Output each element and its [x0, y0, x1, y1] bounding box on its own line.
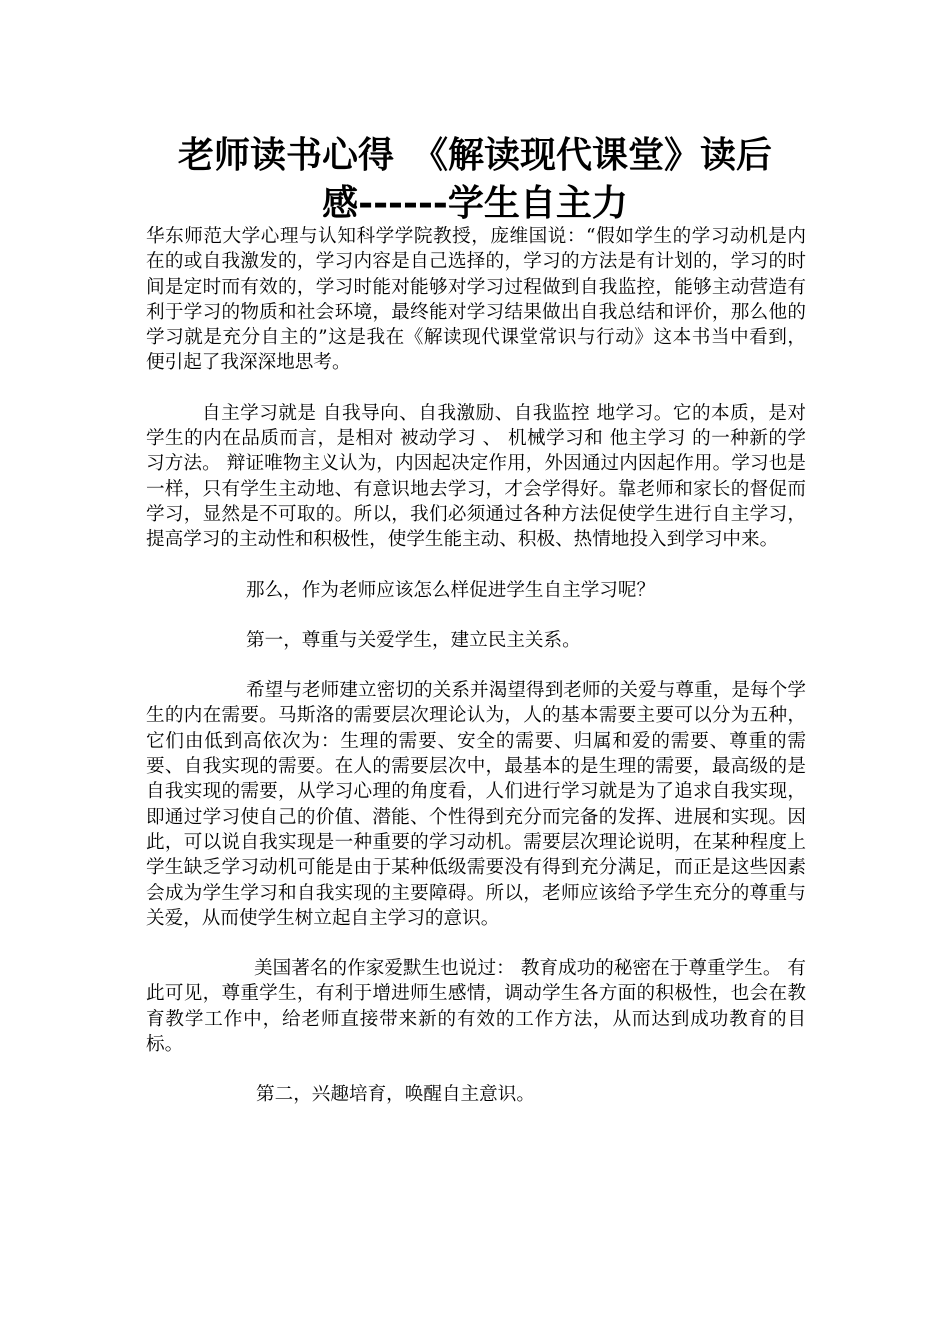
- paragraph-maslow: 希望与老师建立密切的关系并渴望得到老师的关爱与尊重，是每个学生的内在需要。马斯洛的需要层次理论认为，人的基本需要主要可以分为五种，它们由低到高依次为：生理的需要、安全的需要、归属和爱的需要、尊重的需要、自我实现的需要。在人的需要层次中，最基本的是生理的需要，最高级的是自我实现的需要，从学习心理的角度看，人们进行学习就是为了追求自我实现，即通过学习使自己的价值、潜能、个性得到充分而完备的发挥、进展和实现。因此，可以说自我实现是一种重要的学习动机。需要层次理论说明，在某种程度上学生缺乏学习动机可能是由于某种低级需要没有得到充分满足，而正是这些因素会成为学生学习和自我实现的主要障碍。所以，老师应该给予学生充分的尊重与关爱，从而使学生树立起自主学习的意识。: [146, 680, 806, 929]
- document-title-line-2: 感------学生自主力: [322, 182, 628, 224]
- paragraph-gap: [146, 553, 806, 578]
- paragraph-definition: 自主学习就是 自我导向、自我激励、自我监控 地学习。它的本质，是对学生的内在品质而言，是相对 被动学习 、 机械学习和 他主学习 的一种新的学习方法。 辩证唯物主义认为，内因起决定作用，外因通过内因起作用。学习也是一样，只有学生主动地、有意识地去学习，才会学得好。靠老师和家长的督促而学习，显然是不可取的。所以，我们必须通过各种方法促使学生进行自主学习，提高学习的主动性和积极性，使学生能主动、积极、热情地投入到学习中来。: [146, 402, 806, 551]
- document-title-line-1: 老师读书心得 《解读现代课堂》读后: [177, 134, 772, 176]
- paragraph-gap: [146, 931, 806, 956]
- paragraph-gap: [146, 376, 806, 401]
- section-heading-first: 第一，尊重与关爱学生，建立民主关系。: [246, 629, 581, 651]
- paragraph-gap: [146, 603, 806, 628]
- paragraph-question: 那么，作为老师应该怎么样促进学生自主学习呢？: [246, 579, 656, 601]
- section-heading-second: 第二，兴趣培育，唤醒自主意识。: [256, 1084, 535, 1106]
- paragraph-gap: [146, 653, 806, 678]
- paragraph-emerson: 美国著名的作家爱默生也说过： 教育成功的秘密在于尊重学生。 有此可见，尊重学生，有利于增进师生感情，调动学生各方面的积极性，也会在教育教学工作中，给老师直接带来新的有效的工作方法，从而达到成功教育的目标。: [146, 958, 806, 1056]
- paragraph-intro: 华东师范大学心理与认知科学学院教授，庞维国说：“假如学生的学习动机是内在的或自我激发的，学习内容是自己选择的，学习的方法是有计划的，学习的时间是定时而有效的，学习时能对能够对学习过程做到自我监控，能够主动营造有利于学习的物质和社会环境，最终能对学习结果做出自我总结和评价，那么他的学习就是充分自主的”这是我在《解读现代课堂常识与行动》这本书当中看到，便引起了我深深地思考。: [146, 226, 806, 374]
- paragraph-gap: [146, 1057, 806, 1082]
- document-body: [146, 224, 806, 1108]
